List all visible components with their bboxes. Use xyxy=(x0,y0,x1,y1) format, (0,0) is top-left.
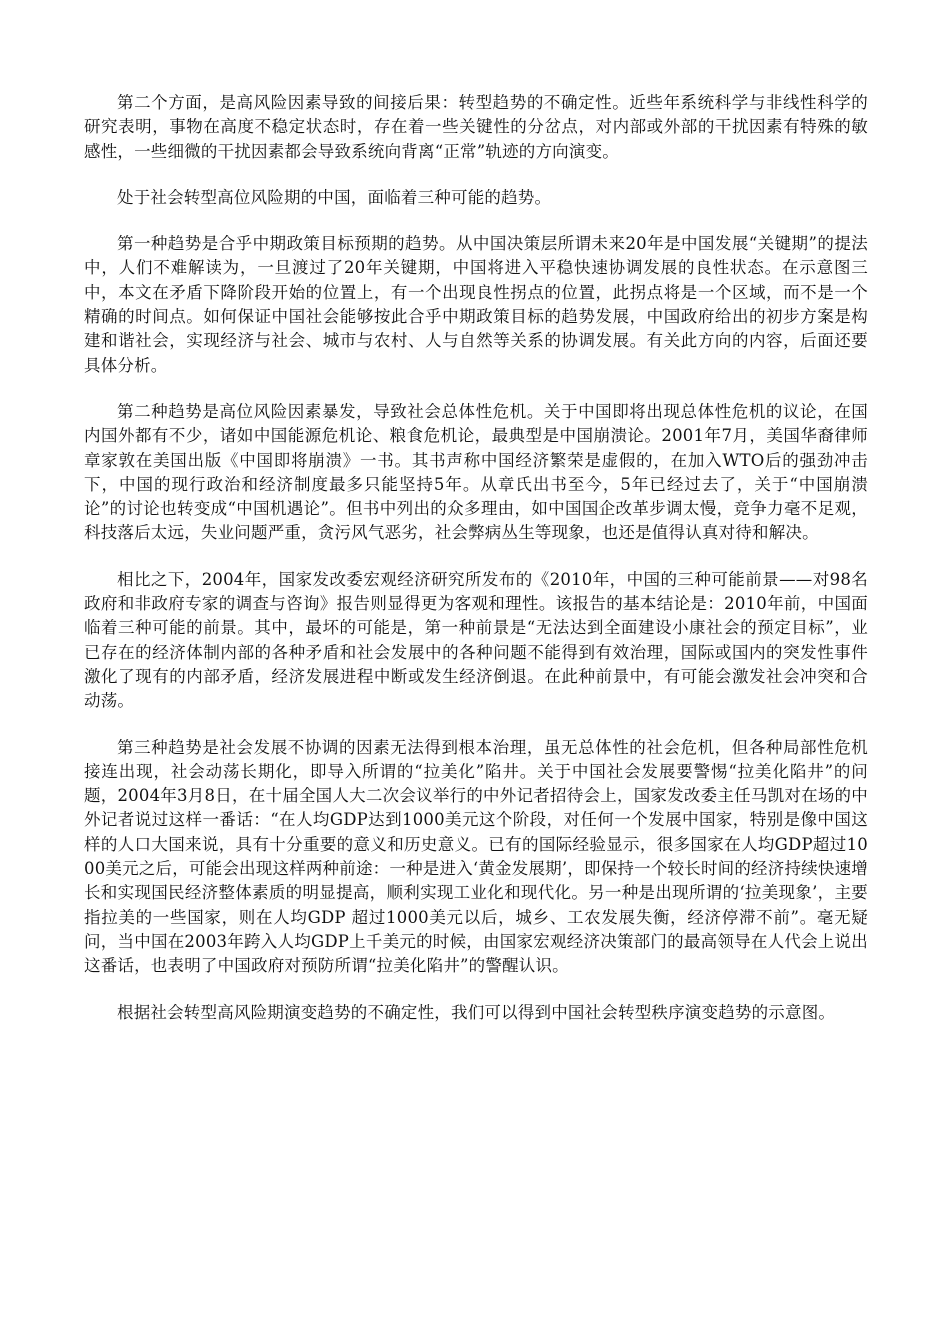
paragraph-second-trend: 第二种趋势是高位风险因素暴发，导致社会总体性危机。关于中国即将出现总体性危机的议论，在国内国外都有不少，诸如中国能源危机论、粮食危机论，最典型是中国崩溃论。2001年7月，美国华裔律师章家敦在美国出版《中国即将崩溃》一书。其书声称中国经济繁荣是虚假的，在加入WTO后的强劲冲击下，中国的现行政治和经济制度最多只能坚持5年。从章氏出书至今，5年已经过去了，关于“中国崩溃论”的讨论也转变成“中国机遇论”。但书中列出的众多理由，如中国国企改革步调太慢，竞争力毫不足观，科技落后太远，失业问题严重，贪污风气恶劣，社会弊病丛生等现象，也还是值得认真对待和解决。 xyxy=(84,401,868,543)
paragraph-ndrc-report: 相比之下，2004年，国家发改委宏观经济研究所发布的《2010年，中国的三种可能前景——对98名政府和非政府专家的调查与咨询》报告则显得更为客观和理性。该报告的基本结论是：2010年前，中国面临着三种可能的前景。其中，最坏的可能是，第一种前景是“无法达到全面建设小康社会的预定目标”，业已存在的经济体制内部的各种矛盾和社会发展中的各种问题不能得到有效治理，国际或国内的突发性事件激化了现有的内部矛盾，经济发展进程中断或发生经济倒退。在此种前景中，有可能会激发社会冲突和合动荡。 xyxy=(84,569,868,711)
paragraph-three-trends-intro: 处于社会转型高位风险期的中国，面临着三种可能的趋势。 xyxy=(117,187,552,207)
paragraph-diagram-intro: 根据社会转型高风险期演变趋势的不确定性，我们可以得到中国社会转型秩序演变趋势的示意图。 xyxy=(117,1002,836,1022)
paragraph-uncertainty: 第二个方面，是高风险因素导致的间接后果：转型趋势的不确定性。近些年系统科学与非线性科学的研究表明，事物在高度不稳定状态时，存在着一些关键性的分岔点，对内部或外部的干扰因素有特殊的敏感性，一些细微的干扰因素都会导致系统向背离“正常”轨迹的方向演变。 xyxy=(84,93,868,161)
paragraph-third-trend: 第三种趋势是社会发展不协调的因素无法得到根本治理，虽无总体性的社会危机，但各种局部性危机接连出现，社会动荡长期化，即导入所谓的“拉美化”陷井。关于中国社会发展要警惕“拉美化陷井”的问题，2004年3月8日，在十届全国人大二次会议举行的中外记者招待会上，国家发改委主任马凯对在场的中外记者说过这样一番话：“在人均GDP达到1000美元这个阶段，对任何一个发展中国家，特别是像中国这样的人口大国来说，具有十分重要的意义和历史意义。已有的国际经验显示，很多国家在人均GDP超过1000美元之后，可能会出现这样两种前途：一种是进入‘黄金发展期’，即保持一个较长时间的经济持续快速增长和实现国民经济整体素质的明显提高，顺利实现工业化和现代化。另一种是出现所谓的‘拉美现象’，主要指拉美的一些国家，则在人均GDP 超过1000美元以后，城乡、工农发展失衡，经济停滞不前”。毫无疑问，当中国在2003年跨入人均GDP上千美元的时候，由国家宏观经济决策部门的最高领导在人代会上说出这番话，也表明了中国政府对预防所谓“拉美化陷井”的警醒认识。 xyxy=(84,737,868,976)
document-body xyxy=(84,91,868,1047)
paragraph-first-trend: 第一种趋势是合乎中期政策目标预期的趋势。从中国决策层所谓未来20年是中国发展“关键期”的提法中，人们不难解读为，一旦渡过了20年关键期，中国将进入平稳快速协调发展的良性状态。在示意图三中，本文在矛盾下降阶段开始的位置上，有一个出现良性拐点的位置，此拐点将是一个区域，而不是一个精确的时间点。如何保证中国社会能够按此合乎中期政策目标的趋势发展，中国政府给出的初步方案是构建和谐社会，实现经济与社会、城市与农村、人与自然等关系的协调发展。有关此方向的内容，后面还要具体分析。 xyxy=(84,234,868,375)
